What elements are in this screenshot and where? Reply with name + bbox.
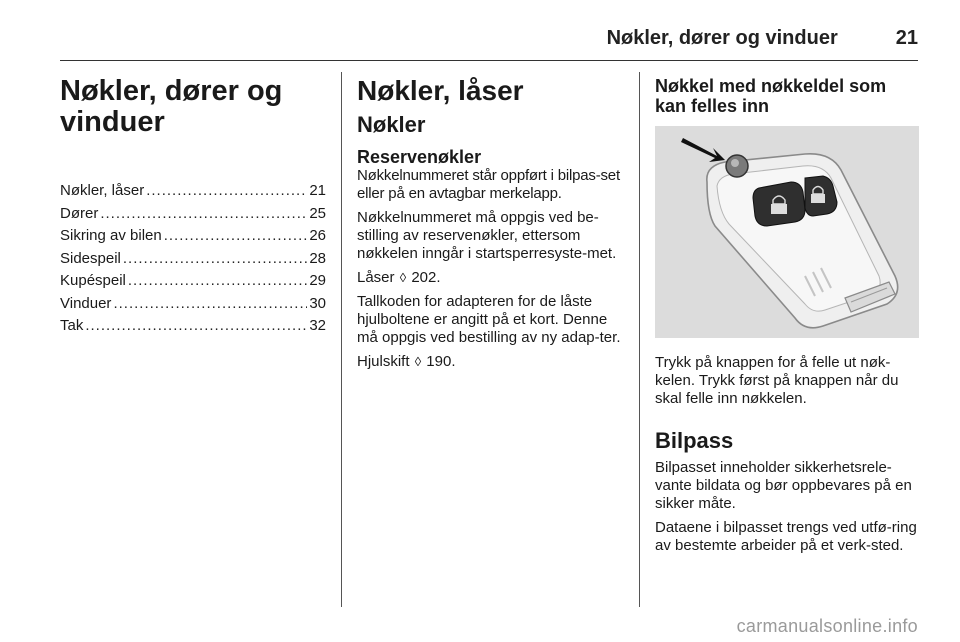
wheel-change-reference[interactable] bbox=[357, 353, 625, 371]
toc-item-label: Tak bbox=[60, 317, 84, 334]
page-reference-icon: ◊ bbox=[414, 354, 422, 369]
spare-keys-paragraph-2: Nøkkelnummeret må oppgis ved be-stilling av reservenøkler, ettersom nøkkelen inngår i startsperresyste-met. bbox=[357, 209, 617, 262]
watermark: carmanualsonline.info bbox=[736, 616, 918, 636]
toc-item-page: 29 bbox=[309, 272, 326, 289]
section-title: Nøkler, låser bbox=[357, 75, 524, 106]
toc-item-page: 26 bbox=[309, 227, 326, 244]
running-header-title: Nøkler, dører og vinduer bbox=[606, 26, 838, 49]
toc-item-label: Kupéspeil bbox=[60, 272, 126, 289]
toc-item[interactable] bbox=[60, 293, 326, 315]
toc-leader-dots bbox=[128, 270, 307, 292]
section-subtitle: Nøkler bbox=[357, 112, 426, 137]
foldable-key-heading: Nøkkel med nøkkeldel som kan felles inn bbox=[655, 76, 887, 116]
page-reference-icon: ◊ bbox=[399, 270, 407, 285]
toc-item[interactable] bbox=[60, 315, 326, 337]
toc-item[interactable] bbox=[60, 225, 326, 247]
toc-leader-dots bbox=[100, 203, 307, 225]
spare-keys-heading: Reservenøkler bbox=[357, 147, 482, 167]
running-header bbox=[60, 18, 918, 58]
toc-item-label: Sidespeil bbox=[60, 249, 121, 267]
locks-reference-page: 202. bbox=[411, 269, 441, 286]
page-number: 21 bbox=[895, 26, 918, 49]
toc-leader-dots bbox=[146, 180, 307, 202]
toc-item-page: 32 bbox=[309, 317, 326, 334]
foldable-key-illustration bbox=[655, 126, 919, 338]
chapter-column bbox=[60, 76, 326, 338]
bilpass-heading: Bilpass bbox=[655, 428, 734, 453]
chapter-title: Nøkler, dører og vinduer bbox=[60, 75, 283, 138]
toc-item-label: Vinduer bbox=[60, 294, 112, 312]
header-rule bbox=[60, 60, 918, 61]
toc-leader-dots bbox=[164, 225, 308, 247]
keys-locks-column bbox=[357, 76, 625, 377]
toc-leader-dots bbox=[113, 293, 307, 315]
locks-reference-label: Låser bbox=[357, 269, 395, 286]
toc-item-page: 30 bbox=[309, 294, 326, 312]
toc-item-label: Nøkler, låser bbox=[60, 182, 145, 199]
locks-reference[interactable] bbox=[357, 269, 625, 287]
toc-item[interactable] bbox=[60, 180, 326, 202]
toc-item-page: 25 bbox=[309, 204, 326, 222]
key-fob-drawing bbox=[655, 126, 919, 338]
toc-item-page: 28 bbox=[309, 249, 326, 267]
bilpass-paragraph-2: Dataene i bilpasset trengs ved utfø-ring av bestemte arbeider på et verk-sted. bbox=[655, 519, 917, 554]
wheel-change-reference-label: Hjulskift bbox=[357, 353, 410, 370]
foldable-key-column bbox=[655, 76, 921, 561]
column-divider-2 bbox=[639, 72, 640, 607]
toc-leader-dots bbox=[123, 248, 307, 270]
spare-keys-paragraph-4: Tallkoden for adapteren for de låste hjulboltene er angitt på et kort. Denne må oppgis ved bestilling av ny adap-ter. bbox=[357, 293, 621, 346]
table-of-contents bbox=[60, 180, 326, 337]
toc-item[interactable] bbox=[60, 248, 326, 270]
toc-item[interactable] bbox=[60, 203, 326, 225]
bilpass-paragraph-1: Bilpasset inneholder sikkerhetsrele-vante bildata og bør oppbevares på en sikker måte. bbox=[655, 459, 912, 512]
wheel-change-reference-page: 190. bbox=[426, 353, 456, 370]
toc-item-label: Dører bbox=[60, 204, 99, 222]
column-divider-1 bbox=[341, 72, 342, 607]
toc-item[interactable] bbox=[60, 270, 326, 292]
foldable-key-paragraph: Trykk på knappen for å felle ut nøk-kelen. Trykk først på knappen når du skal felle inn nøkkelen. bbox=[655, 354, 899, 407]
spare-keys-paragraph-1: Nøkkelnummeret står oppført i bilpas-set eller på en avtagbar merkelapp. bbox=[357, 167, 620, 202]
toc-item-page: 21 bbox=[309, 182, 326, 199]
toc-item-label: Sikring av bilen bbox=[60, 227, 162, 244]
toc-leader-dots bbox=[85, 315, 307, 337]
